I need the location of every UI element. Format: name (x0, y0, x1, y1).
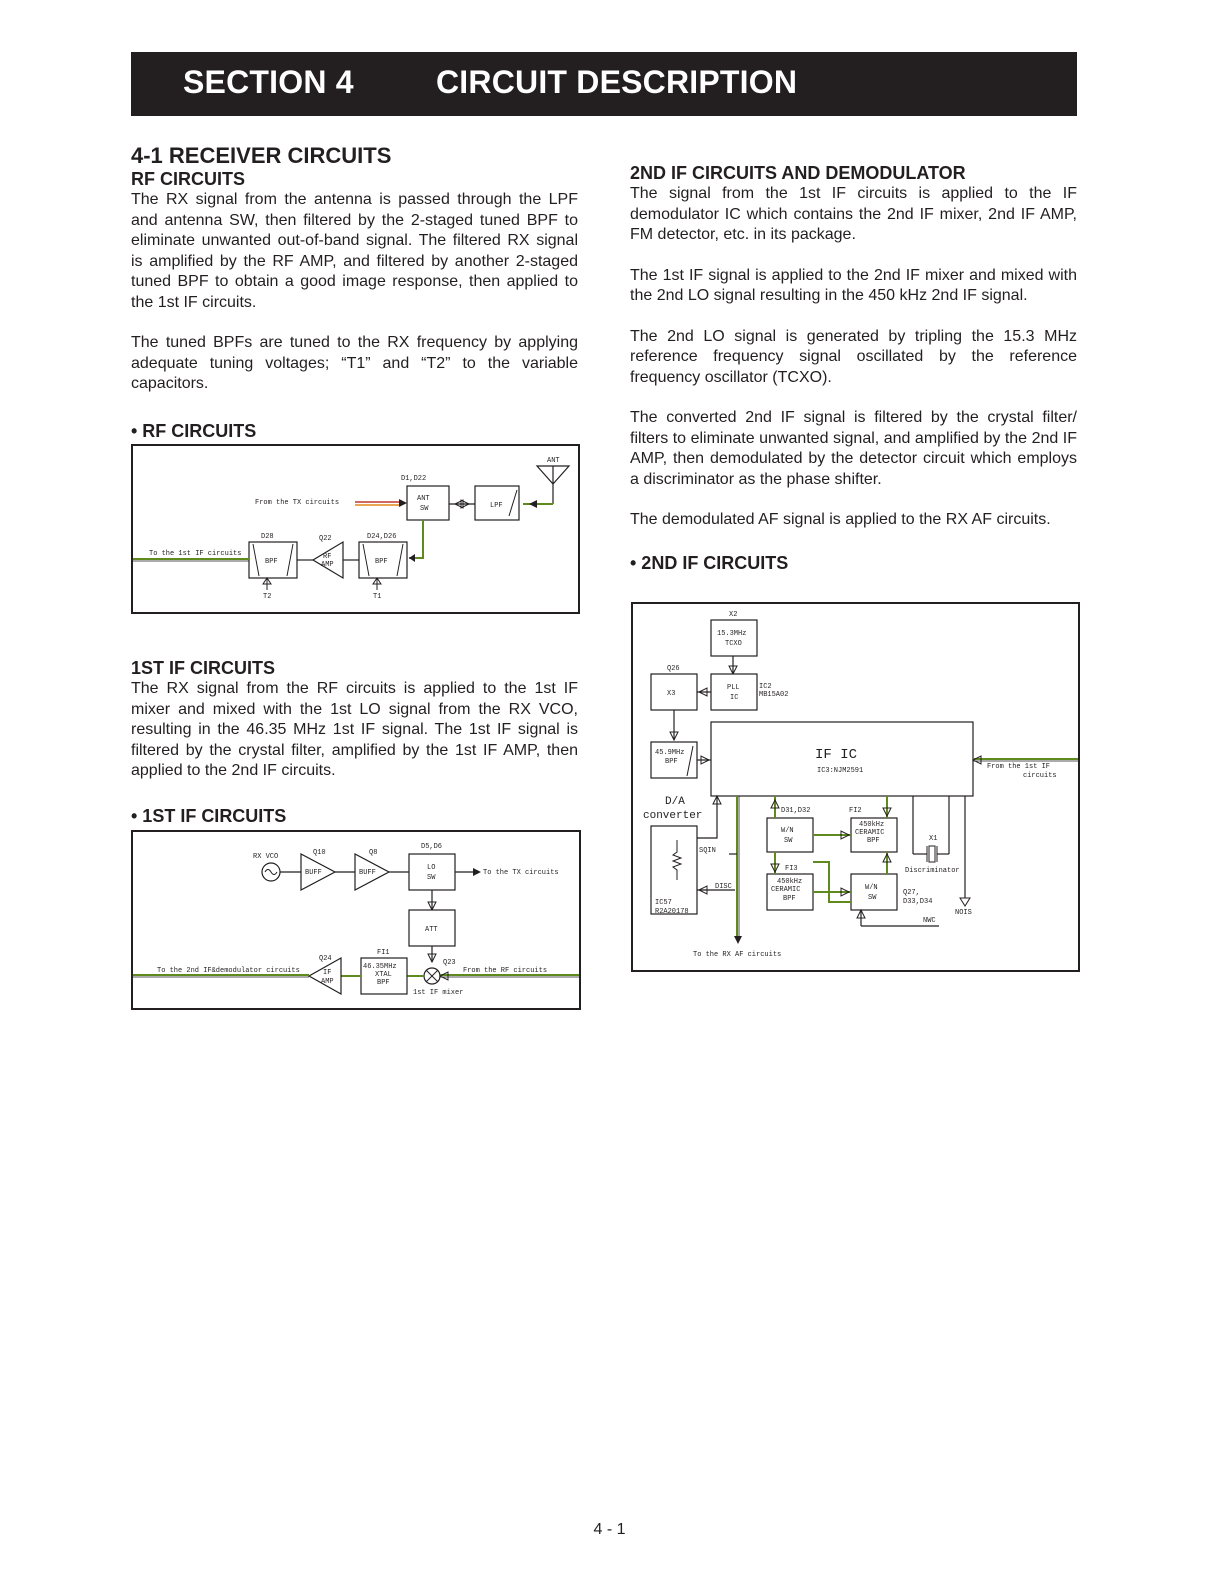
wn2-label-2: SW (868, 894, 877, 902)
discriminator-label: Discriminator (905, 867, 960, 875)
tcxo-label-2: TCXO (725, 640, 742, 648)
wn1-label-1: W/N (781, 827, 794, 835)
to-tx-label: To the TX circuits (483, 869, 559, 877)
ant-sw-label-2: SW (420, 505, 429, 513)
rf-circuits-title: RF CIRCUITS (131, 169, 245, 189)
wn2-label-1: W/N (865, 884, 878, 892)
bpf-b-label: BPF (375, 558, 388, 566)
sqin-label: SQIN (699, 847, 716, 855)
ceramic2-label-3: BPF (783, 895, 796, 903)
d24-d26-label: D24,D26 (367, 533, 397, 541)
left-column (131, 143, 578, 442)
bpf-a-label: BPF (265, 558, 278, 566)
if2-circuits-title: 2ND IF CIRCUITS AND DEMODULATOR (630, 163, 966, 183)
pll-label-2: IC (730, 694, 739, 702)
q27-label-2: D33,D34 (903, 898, 933, 906)
d5-d6-label: D5,D6 (421, 843, 443, 851)
crystal-icon (929, 846, 935, 862)
to-af-label: To the RX AF circuits (693, 951, 782, 959)
nwc-label: NWC (923, 917, 936, 925)
fi3-label: FI3 (785, 865, 798, 873)
if2-paragraph-5: The demodulated AF signal is applied to the RX AF circuits. (630, 511, 1051, 528)
if-amp-label-1: IF (323, 969, 332, 977)
wn1-label-2: SW (784, 837, 793, 845)
page-number: 4 - 1 (593, 1521, 626, 1538)
ic2-part-label: MB15A02 (759, 691, 789, 699)
xtal-label-2: XTAL (375, 971, 392, 979)
t2-label: T2 (263, 593, 272, 601)
disc-pin-label: DISC (715, 883, 732, 891)
lo-sw-label-2: SW (427, 874, 436, 882)
q10-label: Q10 (313, 849, 326, 857)
if2-paragraph-3: The 2nd LO signal is generated by tripling the 15.3 MHz reference frequency signal oscillated by the reference frequency oscillator (TCXO). (630, 327, 1077, 386)
d28-label: D28 (261, 533, 274, 541)
if2-circuits-diagram (631, 602, 1080, 972)
rf-amp-label-1: RF (323, 553, 332, 561)
fi2-label: FI2 (849, 807, 862, 815)
x1-label: X1 (929, 835, 938, 843)
q24-label: Q24 (319, 955, 332, 963)
to-1st-if-label: To the 1st IF circuits (149, 550, 242, 558)
mixer-label: 1st IF mixer (413, 989, 464, 997)
q8-label: Q8 (369, 849, 378, 857)
tcxo-label-1: 15.3MHz (717, 630, 747, 638)
buff1-label: BUFF (305, 869, 322, 877)
bpf-45-label-1: 45.9MHz (655, 749, 685, 757)
if2-figure-title: • 2ND IF CIRCUITS (630, 552, 789, 573)
d1-d22-label: D1,D22 (401, 475, 427, 483)
from-1st-if-label-2: circuits (1023, 772, 1057, 780)
if2-paragraph-2: The 1st IF signal is applied to the 2nd IF mixer and mixed with the 2nd LO signal resulting in the 450 kHz 2nd IF signal. (630, 266, 1077, 304)
from-1st-if-label-1: From the 1st IF (987, 763, 1051, 771)
pll-label-1: PLL (727, 684, 740, 692)
right-column (630, 163, 1077, 574)
t1-label: T1 (373, 593, 382, 601)
x2-label: X2 (729, 611, 738, 619)
ic2-label: IC2 (759, 683, 772, 691)
lpf-label: LPF (490, 502, 503, 510)
section-title: CIRCUIT DESCRIPTION (436, 64, 798, 100)
rf-paragraph-2: The tuned BPFs are tuned to the RX frequency by applying adequate tuning voltages; “T1” and “T2” to the variable capacitors. (131, 334, 578, 392)
q26-label: Q26 (667, 665, 680, 673)
ic3-label: IC3:NJM2591 (817, 767, 864, 775)
if1-paragraph: The RX signal from the RF circuits is applied to the 1st IF mixer and mixed with the 1st LO signal from the RX VCO, resulting in the 46.35 MHz 1st IF signal. The 1st IF signal is filtered by the crystal filter, amplified by the 1st IF AMP, then applied to the 2nd IF circuits. (131, 680, 578, 779)
ceramic2-label-2: CERAMIC (771, 886, 801, 894)
nois-label: NOIS (955, 909, 972, 917)
q22-label: Q22 (319, 535, 332, 543)
if1-circuits-diagram (131, 830, 581, 1010)
xtal-label-3: BPF (377, 979, 390, 987)
q27-label-1: Q27, (903, 889, 920, 897)
ceramic1-label-3: BPF (867, 837, 880, 845)
da-label-1: D/A (665, 796, 685, 808)
rf-amp-label-2: AMP (321, 561, 334, 569)
q23-label: Q23 (443, 959, 456, 967)
section-header (131, 52, 1077, 116)
from-tx-label: From the TX circuits (255, 499, 340, 507)
left-column-lower (131, 658, 578, 827)
if-amp-label-2: AMP (321, 978, 334, 986)
x3-label: X3 (667, 690, 676, 698)
from-rf-label: From the RF circuits (463, 967, 548, 975)
receiver-heading: 4-1 RECEIVER CIRCUITS (131, 143, 392, 168)
ceramic1-label-2: CERAMIC (855, 829, 885, 837)
to-2nd-if-label: To the 2nd IF&demodulator circuits (157, 967, 300, 975)
ic57-part-label: R2A20178 (655, 908, 689, 916)
ceramic2-label-1: 450kHz (777, 878, 803, 886)
if2-paragraph-4: The converted 2nd IF signal is filtered by the crystal filter/ filters to eliminate unwanted signal, and amplified by the 2nd IF AMP, then demodulated by the detector circuit which employs a discriminator as the phase shifter. (630, 409, 1077, 488)
xtal-label-1: 46.35MHz (363, 963, 397, 971)
section-number: SECTION 4 (183, 64, 354, 100)
if1-figure-title: • 1ST IF CIRCUITS (131, 805, 287, 826)
rx-vco-label: RX VCO (253, 853, 279, 861)
d31-d32-label: D31,D32 (781, 807, 811, 815)
rf-paragraph-1: The RX signal from the antenna is passed through the LPF and antenna SW, then filtered by the 2-staged tuned BPF to eliminate unwanted out-of-band signal. The filtered RX signal is amplified by the RF AMP, and filtered by another 2-staged tuned BPF to obtain a good image response, then applied to the 1st IF circuits. (131, 191, 578, 311)
if2-paragraph-1: The signal from the 1st IF circuits is applied to the IF demodulator IC which contains the 2nd IF mixer, 2nd IF AMP, FM detector, etc. in its package. (630, 185, 1077, 243)
bpf-45-label-2: BPF (665, 758, 678, 766)
ceramic1-label-1: 450kHz (859, 821, 885, 829)
ant-label: ANT (547, 457, 560, 465)
buff2-label: BUFF (359, 869, 376, 877)
if1-circuits-title: 1ST IF CIRCUITS (131, 658, 276, 678)
fi1-label: FI1 (377, 949, 390, 957)
rf-circuits-diagram (131, 444, 580, 614)
if-ic-label: IF IC (815, 747, 858, 763)
rf-figure-title: • RF CIRCUITS (131, 420, 257, 441)
da-label-2: converter (643, 810, 703, 822)
lo-sw-label-1: LO (427, 864, 436, 872)
att-label: ATT (425, 926, 438, 934)
ic57-label: IC57 (655, 899, 672, 907)
ant-sw-label-1: ANT (417, 495, 430, 503)
